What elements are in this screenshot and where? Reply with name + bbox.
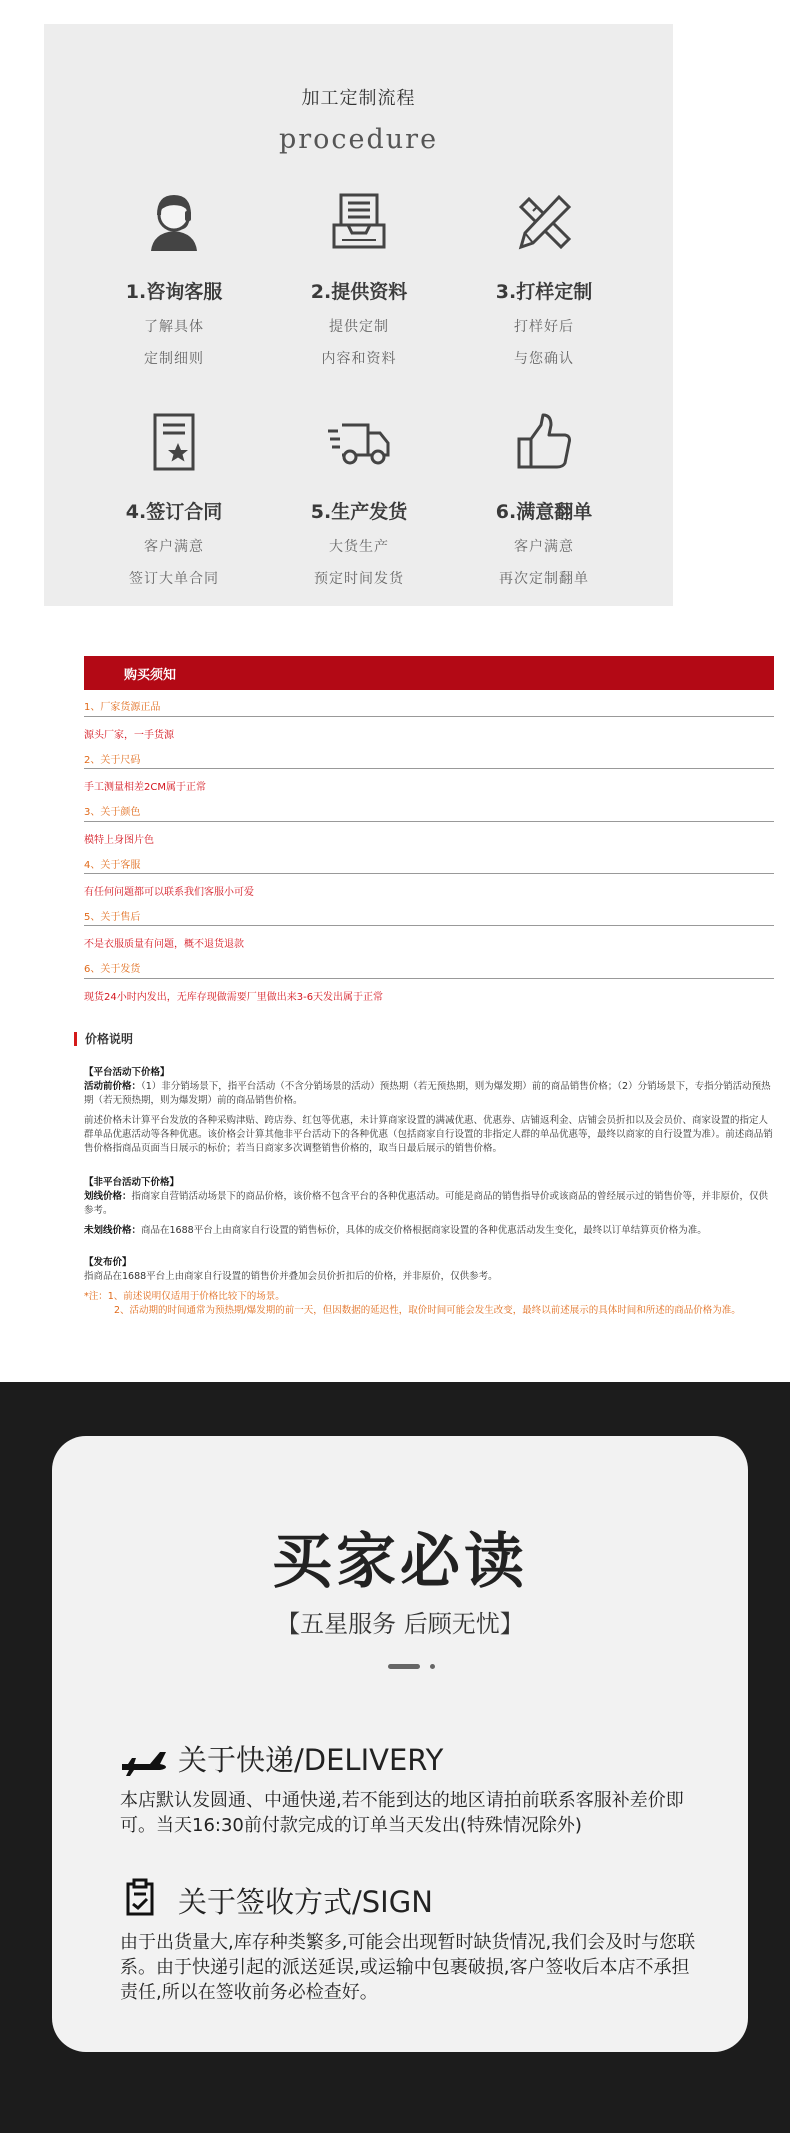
procedure-title: 加工定制流程 <box>301 88 416 109</box>
clipboard-check-icon <box>120 1878 160 1918</box>
step-materials <box>269 189 449 368</box>
notice-row-content: 源头厂家，一手货源 <box>84 730 174 741</box>
release-text: 指商品在1688平台上由商家自行设置的销售价并叠加会员价折扣后的价格，并非原价，仅供参考。 <box>84 1271 498 1282</box>
unline-price-text: 商品在1688平台上由商家自行设置的销售标价，具体的成交价格根据商家设置的各种优惠活动发生变化，最终以订单结算页价格为准。 <box>141 1225 707 1236</box>
step-line1: 客户满意 <box>514 539 574 555</box>
notice-row <box>84 778 774 818</box>
contract-star-icon <box>141 409 207 475</box>
notice-row-content: 现货24小时内发出，无库存现做需要厂里做出来3-6天发出属于正常 <box>84 992 384 1003</box>
nonplatform-head: 【非平台活动下价格】 <box>84 1177 180 1188</box>
decorative-bar <box>388 1664 420 1669</box>
document-tray-icon <box>326 189 392 255</box>
divider <box>84 716 774 717</box>
notice-row <box>84 883 774 923</box>
step-line2: 预定时间发货 <box>314 571 404 587</box>
buyer-card <box>52 1436 748 2052</box>
price-note-2: 2、活动期的时间通常为预热期/爆发期的前一天，但因数据的延迟性，取价时间可能会发生改变，最终以前述展示的具体时间和所述的商品价格为准。 <box>114 1305 741 1316</box>
line-price-label: 划线价格： <box>84 1191 132 1202</box>
step-line2: 定制细则 <box>144 351 204 367</box>
step-line2: 内容和资料 <box>321 351 397 367</box>
divider <box>84 978 774 979</box>
step-sample <box>454 189 634 368</box>
platform-head: 【平台活动下价格】 <box>84 1067 170 1078</box>
procedure-subtitle: procedure <box>278 124 439 155</box>
notice-row <box>84 935 774 975</box>
step-line1: 大货生产 <box>329 539 389 555</box>
notice-header-bar <box>84 656 774 690</box>
step-line2: 再次定制翻单 <box>499 571 589 587</box>
step-title: 3.打样定制 <box>495 281 593 303</box>
step-contract <box>84 409 264 588</box>
unline-price-label: 未划线价格： <box>84 1225 142 1236</box>
purchase-notice-section <box>44 650 774 1350</box>
price-nonplatform-block <box>84 1176 774 1238</box>
step-line2: 与您确认 <box>514 351 574 367</box>
sign-title: 关于签收方式/SIGN <box>178 1885 433 1919</box>
buyer-title: 买家必读 <box>272 1527 528 1597</box>
divider <box>84 925 774 926</box>
notice-row <box>84 831 774 871</box>
pencil-ruler-icon <box>511 189 577 255</box>
notice-header-title: 购买须知 <box>124 668 177 683</box>
price-platform-block <box>84 1066 774 1156</box>
notice-row-title: 5、关于售后 <box>84 912 141 923</box>
notice-row <box>84 988 774 1003</box>
step-production <box>269 409 449 588</box>
procedure-section <box>44 24 673 606</box>
notice-row-title: 1、厂家货源正品 <box>84 702 161 713</box>
notice-row-content: 手工测量相差2CM属于正常 <box>84 782 206 793</box>
notice-row-title: 2、关于尺码 <box>84 755 141 766</box>
delivery-body: 本店默认发圆通、中通快递,若不能到达的地区请拍前联系客服补差价即可。当天16:30前付款完成的订单当天发出(特殊情况除外) <box>120 1790 684 1836</box>
notice-row-content: 有任何问题都可以联系我们客服小可爱 <box>84 887 254 898</box>
pre-price-label: 活动前价格： <box>84 1081 142 1092</box>
pre-price-text2: 前述价格未计算平台发放的各种采购津贴、跨店券、红包等优惠，未计算商家设置的满减优惠、优惠券、店铺返利金、店铺会员折扣以及会员价、商家设置的指定人群单品优惠活动等各种优惠。该价格会计算其他非平台活动下的各种优惠（包括商家自行设置的非指定人群的单品优惠等，最终以商家的自行设置为准）。前述商品销售价格指商品页面当日展示的标价；若当日商家多次调整销售价格的，取当日最后展示的销售价格。 <box>84 1115 773 1154</box>
step-reorder <box>454 409 634 588</box>
airplane-icon <box>120 1744 168 1780</box>
release-head: 【发布价】 <box>84 1257 132 1268</box>
notice-row <box>84 726 774 766</box>
notice-row-content: 模特上身图片色 <box>84 835 154 846</box>
thumbs-up-icon <box>511 409 577 475</box>
delivery-truck-icon <box>326 409 392 475</box>
sign-body: 由于出货量大,库存种类繁多,可能会出现暂时缺货情况,我们会及时与您联系。由于快递引起的派送延误,或运输中包裹破损,客户签收后本店不承担责任,所以在签收前务必检查好。 <box>120 1932 696 2003</box>
step-line1: 客户满意 <box>144 539 204 555</box>
notice-row-title: 3、关于颜色 <box>84 807 141 818</box>
step-line1: 提供定制 <box>329 319 389 335</box>
price-release-block <box>84 1256 774 1284</box>
step-title: 5.生产发货 <box>310 501 408 523</box>
line-price-text: 指商家自营销活动场景下的商品价格，该价格不包含平台的各种优惠活动。可能是商品的销售指导价或该商品的曾经展示过的销售价等，并非原价，仅供参考。 <box>84 1191 769 1216</box>
decorative-dot <box>430 1664 435 1669</box>
pre-price-text: （1）非分销场景下，指平台活动（不含分销场景的活动）预热期（若无预热期，则为爆发期）前的商品销售价格；（2）分销场景下，专指分销活动预热期（若无预热期，则为爆发期）前的商品销售价格。 <box>84 1081 771 1106</box>
headset-agent-icon <box>141 189 207 255</box>
notice-row-title: 4、关于客服 <box>84 860 141 871</box>
buyer-must-read-section <box>0 1382 790 2133</box>
notice-row-content: 不是衣服质量有问题，概不退货退款 <box>84 939 244 950</box>
price-note-1: *注：1、前述说明仅适用于价格比较下的场景。 <box>84 1291 285 1302</box>
price-heading: 价格说明 <box>74 1032 133 1046</box>
step-title: 4.签订合同 <box>125 501 223 523</box>
divider <box>84 768 774 769</box>
step-consult <box>84 189 264 368</box>
step-title: 2.提供资料 <box>310 281 408 303</box>
notice-row <box>84 698 774 713</box>
notice-row-title: 6、关于发货 <box>84 964 141 975</box>
step-title: 6.满意翻单 <box>495 501 593 523</box>
delivery-title: 关于快递/DELIVERY <box>178 1743 444 1777</box>
divider <box>84 821 774 822</box>
divider <box>84 873 774 874</box>
step-line2: 签订大单合同 <box>129 571 219 587</box>
step-line1: 打样好后 <box>514 319 574 335</box>
buyer-subtitle: 【五星服务 后顾无忧】 <box>276 1610 524 1638</box>
step-title: 1.咨询客服 <box>125 281 223 303</box>
step-line1: 了解具体 <box>144 319 204 335</box>
